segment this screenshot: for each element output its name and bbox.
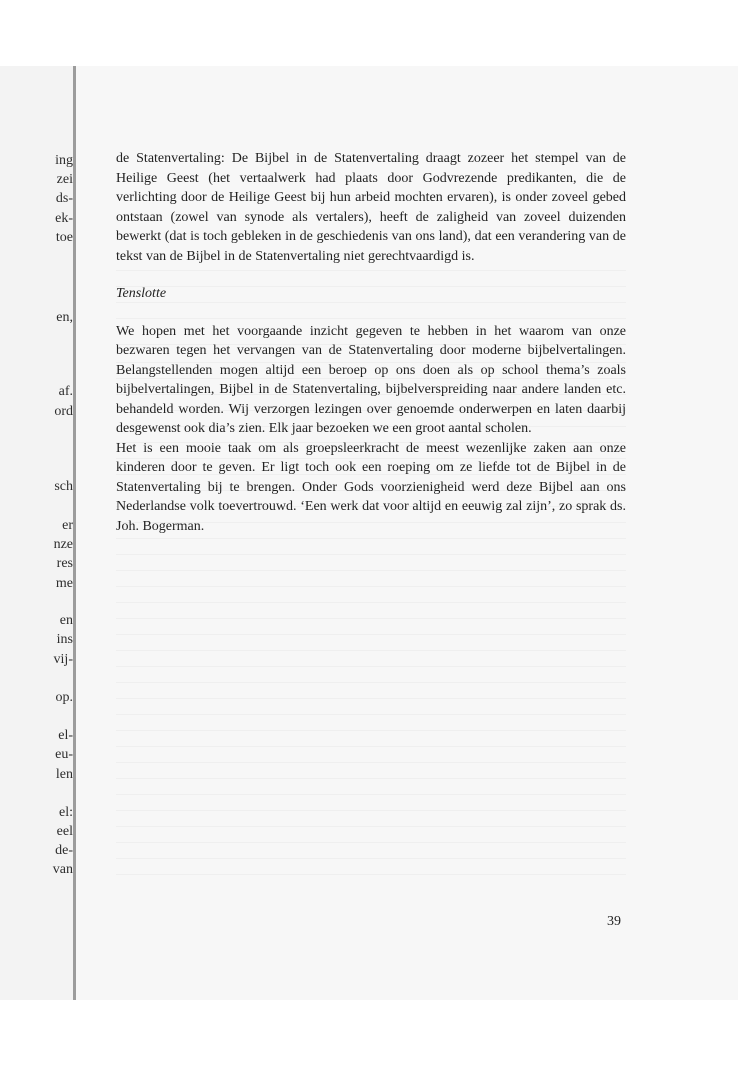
- left-page-text-fragment: de-: [55, 844, 73, 858]
- page-number: 39: [607, 914, 621, 929]
- show-through-line: [116, 666, 626, 667]
- paragraph-statenvertaling: de Statenvertaling: De Bijbel in de Statenvertaling draagt zozeer het stempel van de Heilige Geest (het vertaalwerk had plaats door Godvrezende predikanten, die de verlichting door de Heilige Geest bij hun arbeid mochten ervaren), is onder zoveel gebed ontstaan (zowel van synode als vertalers), heeft de zaligheid van zoveel duizenden bewerkt (dat is toch gebleken in de geschiedenis van ons land), dat een verandering van de tekst van de Bijbel in de Statenvertaling niet gerechtvaardigd is.: [116, 151, 626, 264]
- left-page-text-fragment: me: [55, 577, 73, 591]
- paragraph-tenslotte: We hopen met het voorgaande inzicht gegeven te hebben in het waarom van onze bezwaren tegen het vervangen van de Statenvertaling door moderne bijbelvertalingen. Belangstellenden mogen altijd een beroep op ons doen als op school thema’s zoals bijbelvertalingen, Bijbel in de Statenvertaling, bijbelverspreiding naar andere landen etc. behandeld worden. Wij verzorgen lezingen over genoemde onderwerpen en laten daarbij desgewenst ook dia’s zien. Elk jaar bezoeken we een groot aantal scholen.: [116, 323, 626, 436]
- show-through-line: [116, 730, 626, 731]
- left-page-text-fragment: ek-: [55, 212, 73, 226]
- left-page-text-fragment: van: [52, 863, 73, 877]
- page-body: [116, 149, 626, 536]
- left-page-text-fragment: af.: [58, 385, 73, 399]
- show-through-line: [116, 570, 626, 571]
- left-page-text-fragment: en: [59, 614, 73, 628]
- show-through-line: [116, 554, 626, 555]
- section-heading: Tenslotte: [116, 286, 167, 301]
- left-page-text-fragment: res: [56, 557, 73, 571]
- show-through-line: [116, 682, 626, 683]
- show-through-line: [116, 586, 626, 587]
- paragraph-groepsleerkracht: Het is een mooie taak om als groepsleerkracht de meest wezenlijke zaken aan onze kinderen door te geven. Er ligt toch ook een roeping om ze liefde tot de Bijbel in de Statenvertaling bij te brengen. Onder Gods voorzienigheid werd deze Bijbel aan ons Nederlandse volk toevertrouwd. ‘Een werk dat voor altijd en eeuwig zal zijn’, zo sprak ds. Joh. Bogerman.: [116, 440, 626, 534]
- show-through-line: [116, 602, 626, 603]
- left-page-text-fragment: eu-: [55, 748, 73, 762]
- show-through-line: [116, 538, 626, 539]
- left-page-text-fragment: er: [62, 519, 73, 533]
- left-page: [0, 66, 73, 1000]
- left-page-text-fragment: ins: [56, 633, 73, 647]
- show-through-line: [116, 858, 626, 859]
- show-through-line: [116, 794, 626, 795]
- show-through-line: [116, 714, 626, 715]
- show-through-line: [116, 874, 626, 875]
- left-page-text-fragment: toe: [55, 231, 73, 245]
- show-through-line: [116, 778, 626, 779]
- left-page-text-fragment: ing: [55, 154, 73, 168]
- left-page-text-fragment: eel: [56, 825, 73, 839]
- show-through-line: [116, 634, 626, 635]
- left-page-text-fragment: op.: [55, 691, 73, 705]
- left-page-text-fragment: ds-: [55, 192, 73, 206]
- left-page-text-fragment: zei: [56, 173, 73, 187]
- show-through-line: [116, 826, 626, 827]
- show-through-line: [116, 650, 626, 651]
- show-through-line: [116, 698, 626, 699]
- left-page-text-fragment: len: [55, 768, 73, 782]
- left-page-text-fragment: en,: [56, 311, 73, 325]
- show-through-line: [116, 762, 626, 763]
- left-page-text-fragment: el-: [58, 729, 73, 743]
- show-through-line: [116, 810, 626, 811]
- left-page-text-fragment: vij-: [53, 653, 73, 667]
- show-through-line: [116, 618, 626, 619]
- left-page-text-fragment: el:: [59, 806, 73, 820]
- left-page-text-fragment: nze: [53, 538, 73, 552]
- show-through-line: [116, 746, 626, 747]
- left-page-text-fragment: ord: [54, 405, 73, 419]
- show-through-line: [116, 842, 626, 843]
- left-page-text-fragment: sch: [54, 480, 73, 494]
